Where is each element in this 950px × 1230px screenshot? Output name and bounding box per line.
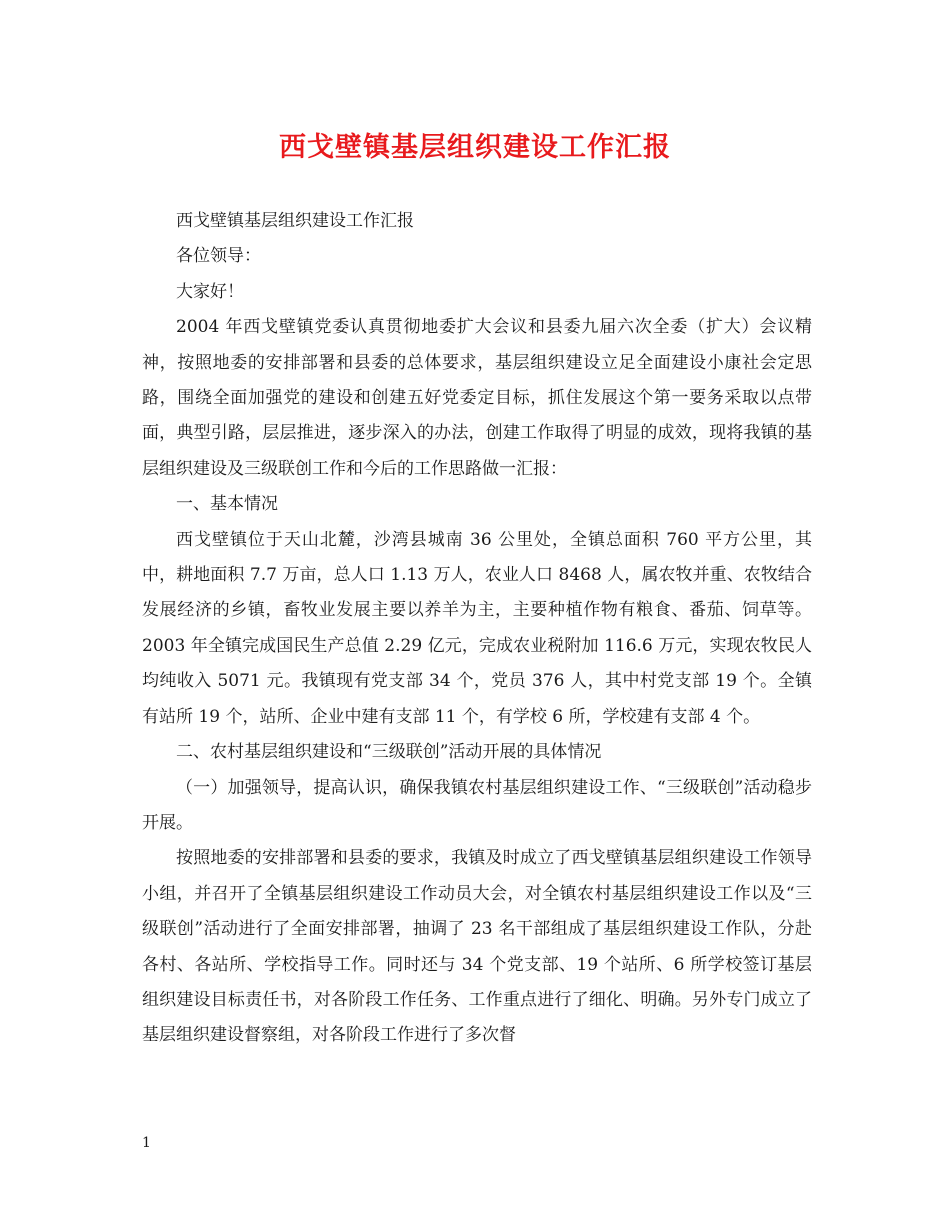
document-title: 西戈壁镇基层组织建设工作汇报 (279, 132, 671, 163)
paragraph-heading-repeat: 西戈壁镇基层组织建设工作汇报 (176, 211, 414, 231)
section-heading-basic-situation: 一、基本情况 (176, 494, 278, 515)
paragraph-greeting: 大家好！ (176, 281, 244, 302)
section-heading-specific-situation: 二、农村基层组织建设和“三级联创”活动开展的具体情况 (176, 742, 602, 763)
paragraph-intro: 2004 年西戈壁镇党委认真贯彻地委扩大会议和县委九届六次全委（扩大）会议精神，按照地委的安排部署和县委的总体要求，基层组织建设立足全面建设小康社会定思路，围绕全面加强党的建设和创建五好党委定目标，抓住发展这个第一要务采取以点带面，典型引路，层层推进，逐步深入的办法，创建工作取得了明显的成效，现将我镇的基层组织建设及三级联创工作和今后的工作思路做一汇报： (142, 317, 812, 479)
paragraph-salutation: 各位领导： (176, 246, 261, 267)
page-number: 1 (142, 1135, 151, 1151)
paragraph-leadership: 按照地委的安排部署和县委的要求，我镇及时成立了西戈壁镇基层组织建设工作领导小组，并召开了全镇基层组织建设工作动员大会，对全镇农村基层组织建设工作以及“三级联创”活动进行了全面安排部署，抽调了 23 名干部组成了基层组织建设工作队，分赴各村、各站所、学校指导工作。同时还与 34 个党支部、19 个站所、6 所学校签订基层组织建设目标责任书，对各阶段工作任务、工作重点进行了细化、明确。另外专门成立了基层组织建设督察组，对各阶段工作进行了多次督 (142, 848, 812, 1046)
paragraph-basic-situation: 西戈壁镇位于天山北麓，沙湾县城南 36 公里处，全镇总面积 760 平方公里，其中，耕地面积 7.7 万亩，总人口 1.13 万人，农业人口 8468 人，属农牧并重、农牧结合发展经济的乡镇，畜牧业发展主要以养羊为主，主要种植作物有粮食、番茄、饲草等。2003 年全镇完成国民生产总值 2.29 亿元，完成农业税附加 116.6 万元，实现农牧民人均纯收入 5071 元。我镇现有党支部 34 个，党员 376 人，其中村党支部 19 个。全镇有站所 19 个，站所、企业中建有支部 11 个，有学校 6 所，学校建有支部 4 个。 (142, 529, 812, 727)
document-body (142, 204, 812, 1054)
subsection-heading-leadership: （一）加强领导，提高认识，确保我镇农村基层组织建设工作、“三级联创”活动稳步开展。 (142, 777, 812, 833)
